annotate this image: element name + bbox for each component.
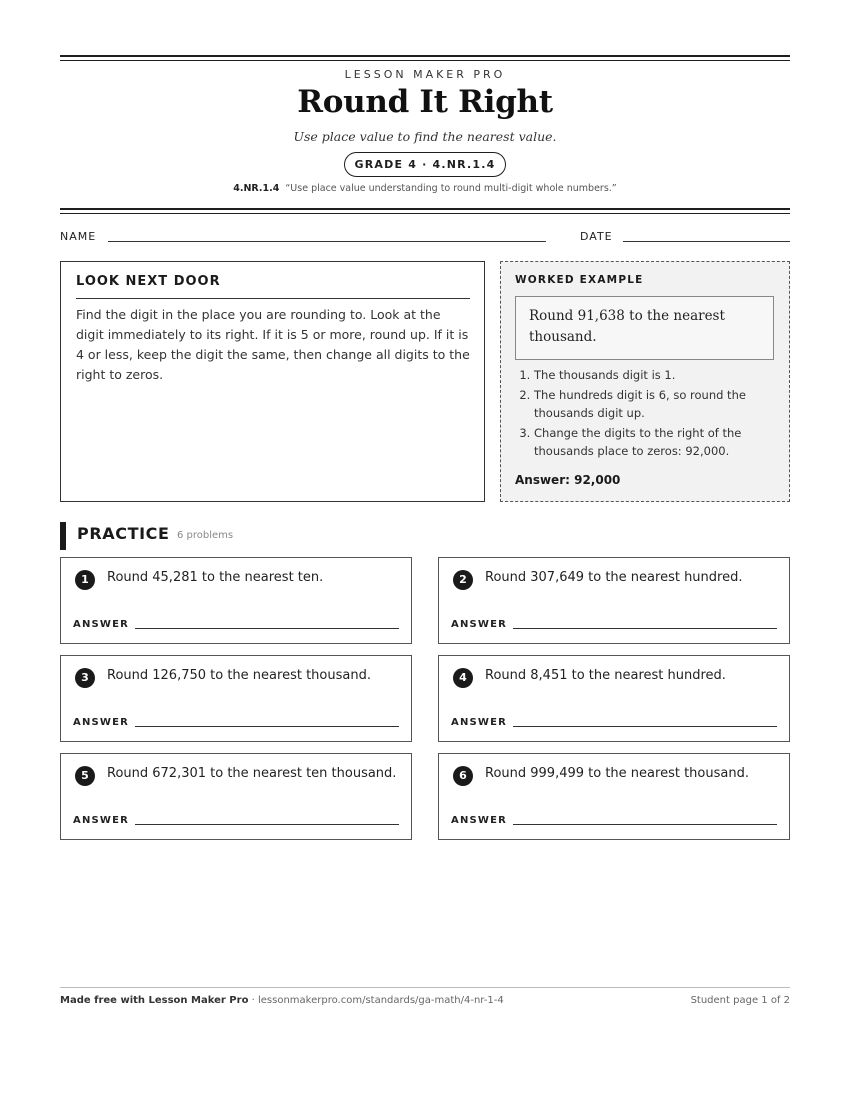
footer-made-with: Made free with Lesson Maker Pro <box>60 995 249 1006</box>
answer-label: ANSWER <box>451 717 508 728</box>
problem-card-1 <box>60 557 412 644</box>
problem-card-6 <box>438 753 790 840</box>
name-field[interactable] <box>108 241 546 242</box>
problem-number-badge: 1 <box>75 570 95 590</box>
answer-field[interactable] <box>513 824 777 825</box>
practice-count: 6 problems <box>177 530 234 541</box>
worked-example-steps <box>515 366 796 462</box>
answer-label: ANSWER <box>73 717 130 728</box>
answer-label: ANSWER <box>451 815 508 826</box>
problem-prompt: Round 45,281 to the nearest ten. <box>107 570 324 585</box>
header-bottom-rule <box>60 208 790 214</box>
date-field[interactable] <box>623 241 790 242</box>
name-label: NAME <box>60 230 97 243</box>
standard-description <box>0 183 850 194</box>
answer-label: ANSWER <box>73 619 130 630</box>
footer-credit <box>60 995 504 1006</box>
practice-accent-bar <box>60 522 66 550</box>
brand-name: LESSON MAKER PRO <box>344 68 506 81</box>
look-next-door-body: Find the digit in the place you are rounding to. Look at the digit immediately to its right. If it is 5 or more, round up. If it is 4 or less, keep the digit the same, then change all digits to the right to zeros. <box>76 307 470 382</box>
problem-prompt: Round 8,451 to the nearest hundred. <box>485 668 726 683</box>
problem-number-badge: 3 <box>75 668 95 688</box>
problem-card-3 <box>60 655 412 742</box>
look-next-door-title: LOOK NEXT DOOR <box>76 274 221 289</box>
worked-example-label: WORKED EXAMPLE <box>515 274 644 286</box>
worked-example-panel <box>500 261 790 502</box>
answer-field[interactable] <box>513 726 777 727</box>
page-title: Round It Right <box>297 84 553 120</box>
worked-example-step: 2. The hundreds digit is 6, so round the thousands digit up. <box>534 386 796 422</box>
title-divider <box>76 298 470 299</box>
problem-prompt: Round 672,301 to the nearest ten thousand. <box>107 766 397 781</box>
look-next-door-panel <box>60 261 485 502</box>
date-label: DATE <box>580 230 613 243</box>
answer-field[interactable] <box>135 628 399 629</box>
standard-code: 4.NR.1.4 <box>233 183 280 194</box>
standard-text: “Use place value understanding to round multi-digit whole numbers.” <box>285 183 617 194</box>
problem-prompt: Round 126,750 to the nearest thousand. <box>107 668 371 683</box>
problem-number-badge: 5 <box>75 766 95 786</box>
footer-page-number: Student page 1 of 2 <box>690 995 790 1006</box>
worked-example-step: 3. Change the digits to the right of the thousands place to zeros: 92,000. <box>534 424 796 460</box>
worked-example-problem: Round 91,638 to the nearest thousand. <box>515 296 774 360</box>
footer-separator: · <box>251 995 255 1006</box>
answer-label: ANSWER <box>451 619 508 630</box>
answer-field[interactable] <box>135 824 399 825</box>
answer-field[interactable] <box>135 726 399 727</box>
problem-number-badge: 4 <box>453 668 473 688</box>
problem-card-5 <box>60 753 412 840</box>
footer-url: lessonmakerpro.com/standards/ga-math/4-nr-1-4 <box>258 995 504 1006</box>
problem-card-4 <box>438 655 790 742</box>
answer-field[interactable] <box>513 628 777 629</box>
problem-prompt: Round 999,499 to the nearest thousand. <box>485 766 749 781</box>
page-subtitle: Use place value to find the nearest value. <box>293 129 557 144</box>
problem-prompt: Round 307,649 to the nearest hundred. <box>485 570 743 585</box>
header-top-rule <box>60 55 790 61</box>
problem-number-badge: 2 <box>453 570 473 590</box>
footer-divider <box>60 987 790 988</box>
problem-card-2 <box>438 557 790 644</box>
practice-title: PRACTICE <box>77 524 170 543</box>
worked-example-answer: Answer: 92,000 <box>515 473 621 487</box>
grade-badge: GRADE 4 · 4.NR.1.4 <box>344 152 506 177</box>
problem-number-badge: 6 <box>453 766 473 786</box>
name-date-row <box>60 230 790 246</box>
worked-example-step: 1. The thousands digit is 1. <box>534 366 796 384</box>
answer-label: ANSWER <box>73 815 130 826</box>
